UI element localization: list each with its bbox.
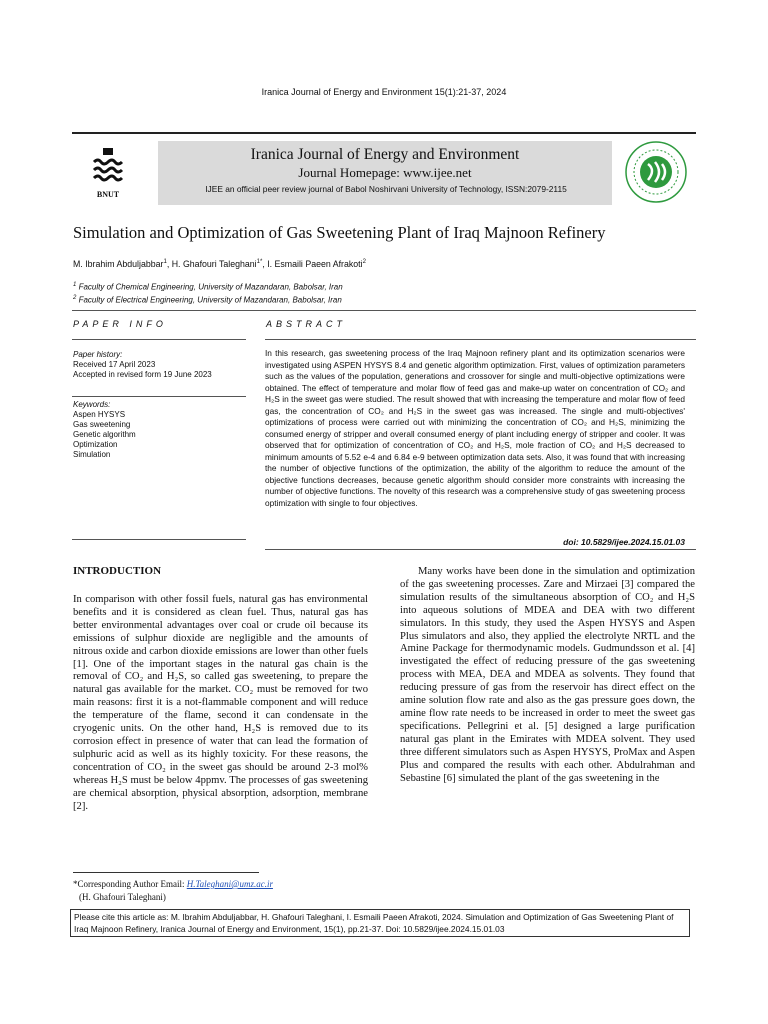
paper-info-heading: PAPER INFO (73, 319, 167, 329)
introduction-heading: INTRODUCTION (73, 565, 162, 577)
intro-right-column (400, 566, 695, 785)
affiliation (73, 295, 342, 305)
keyword: Aspen HYSYS (73, 410, 126, 419)
intro-paragraph: Many works have been done in the simulation and optimization of the gas sweetening processes. Zare and Mirzaei [3] compared the simulation results of the simultaneous absorption of CO₂ and H₂S into aqueous solutions of MDEA and DEA with two different simulators. In this study, they used the Aspen HYSYS and Aspen Plus simulators and also, they applied the electrolyte NRTL and the Amine Package for thermodynamic models. Gudmundsson et al. [4] investigated the effect of reducing pressure of the gas sweetening process with MEA, DEA and MDEA as solvents. They found that reducing pressure of gas from the reservoir has direct effect on the amine solution flow rate and also as the gas pressure goes down, the amine flow rate needs to be increased in order to meet the sweet gas specifications. Pellegrini et al. [5] designed a large purification natural gas plant in the Emirates with MDEA solvent. They used three different simulators such as Aspen HYSYS, ProMax and Aspen Plus and compared the results with each other. Abdulrahman and Sebastine [6] simulated the plant of the gas sweetening in the (400, 566, 695, 784)
bnut-waves-icon (86, 146, 130, 188)
journal-homepage: Journal Homepage: www.ijee.net (298, 165, 472, 180)
paper-title: Simulation and Optimization of Gas Sweetening Plant of Iraq Majnoon Refinery (73, 223, 606, 242)
abstract-text: In this research, gas sweetening process of the Iraq Majnoon refinery plant and its optimization scenarios were investigated using ASPEN HYSYS 8.4 and genetic algorithm optimization. First, values of optimization parameters such as the values of the population, generations and crossover for single and multi-objective optimizations were obtained. The effect of temperature and molar flow of feed gas and make-up water on concentration of CO₂ and H₂S in the sweet gas were studied. The result showed that with increasing the temperature and molar flow of feed gas, the concentration of CO₂ and H₂S in the sweet gas was increased. The single and multi-objectives' optimizations of process were carried out with minimizing the concentration of CO₂ and H₂S, minimizing the consumed energy of stripper and overall consumed energy of plant including energy of stripper and cooler. It was observed that for optimization of concentration of CO₂ and H₂S, mole fraction of CO₂ and H₂S decreased to minimum amounts of 5.52 e-4 and 6.84 e-9 between optimization data sets. Also, it was found that with increasing the number of objective functions of the optimization, the ability of the algorithm to reduce the amount of the objective functions decreases, because genetic algorithm should consider more constraints with increasing the number of objective functions. The novelty of this research was a comprehensive study of gas sweetening process optimization with single to four objectives. (265, 348, 685, 508)
author-name: M. Ibrahim Abduljabbar (73, 259, 164, 269)
running-header: Iranica Journal of Energy and Environment 15(1):21-37, 2024 (261, 87, 507, 97)
author-sup: 2 (362, 259, 366, 266)
author-name: I. Esmaili Paeen Afrakoti (267, 259, 363, 269)
author-sup: 1* (256, 259, 263, 266)
keyword: Simulation (73, 450, 111, 459)
affiliation-text: Faculty of Electrical Engineering, University of Mazandaran, Babolsar, Iran (78, 295, 342, 305)
intro-left-column (73, 594, 368, 813)
keywords-block (73, 400, 247, 460)
keyword: Optimization (73, 440, 118, 449)
bnut-label: BNUT (96, 190, 120, 199)
keywords-label: Keywords: (73, 400, 111, 409)
affiliation-sup: 2 (73, 295, 77, 301)
affiliation-text: Faculty of Chemical Engineering, University of Mazandaran, Babolsar, Iran (78, 282, 343, 292)
divider (72, 339, 246, 340)
citation-box: Please cite this article as: M. Ibrahim Abduljabbar, H. Ghafouri Taleghani, I. Esmaili Paeen Afrakoti, 2024. Simulation and Optimization of Gas Sweetening Plant of Iraq Majnoon Refinery, Iranica Journal of Energy and Environment, 15(1), pp.21-37. Doi: 10.5829/ijee.2024.15.01.03 (70, 909, 690, 937)
author-sup: 1 (163, 259, 167, 266)
abstract-heading: ABSTRACT (266, 319, 347, 329)
history-label: Paper history: (73, 350, 123, 359)
divider (72, 539, 246, 540)
doi-label: doi: 10.5829/ijee.2024.15.01.03 (563, 537, 685, 547)
corresponding-label: *Corresponding Author Email: (73, 879, 187, 889)
divider (265, 549, 696, 550)
journal-title: Iranica Journal of Energy and Environment (250, 146, 520, 163)
affiliation-sup: 1 (73, 282, 77, 288)
ijee-green-seal-icon (624, 140, 688, 204)
divider (72, 396, 246, 397)
divider (265, 339, 696, 340)
divider (72, 310, 696, 311)
author-email-link[interactable]: H.Taleghani@umz.ac.ir (186, 879, 273, 889)
paper-history (73, 350, 247, 380)
keyword: Genetic algorithm (73, 430, 136, 439)
corresponding-name: (H. Ghafouri Taleghani) (79, 892, 166, 902)
intro-paragraph: In comparison with other fossil fuels, natural gas has environmental benefits and it is considered as clean fuel. Thus, natural gas has better environmental advantages over coal or crude oil because its emissions of sulphur dioxide are negligible and the amounts of nitrous oxide and carbon dioxide emissions are lower than other fuels [1]. One of the important stages in the natural gas chain is the removal of CO₂ and H₂S, so called gas sweetening, to prepare the natural gas available for the market. CO₂ must be removed for two main reasons: first it is a not-flammable component and will reduce the temperature of the flame, second it can condensate in the cryogenic units. On the other hand, H₂S is removed due to its corrosion effect in presence of water that can lead the formation of sulphuric acid as well as its highly toxicity. For these reasons, the concentration of CO₂ in the sweet gas should be around 2-3 mol% whereas H₂S must be below 4ppmv. The processes of gas sweetening are chemical absorption, physical absorption, adsorption, membrane [2]. (73, 594, 368, 812)
ijee-logo (624, 140, 688, 204)
footnote-rule (73, 872, 259, 873)
accepted-date: Accepted in revised form 19 June 2023 (73, 370, 212, 379)
affiliation (73, 282, 343, 292)
author-name: H. Ghafouri Taleghani (171, 259, 257, 269)
author-list: M. Ibrahim Abduljabbar$^1$, H. Ghafouri Taleghani$^{1*}$, I. Esmaili Paeen Afrakoti$^2$ (73, 259, 366, 269)
received-date: Received 17 April 2023 (73, 360, 156, 369)
keyword: Gas sweetening (73, 420, 131, 429)
journal-description: IJEE an official peer review journal of Babol Noshirvani University of Technology, ISSN:2079-2115 (205, 184, 567, 194)
header-rule (72, 132, 696, 134)
corresponding-author (73, 879, 273, 889)
